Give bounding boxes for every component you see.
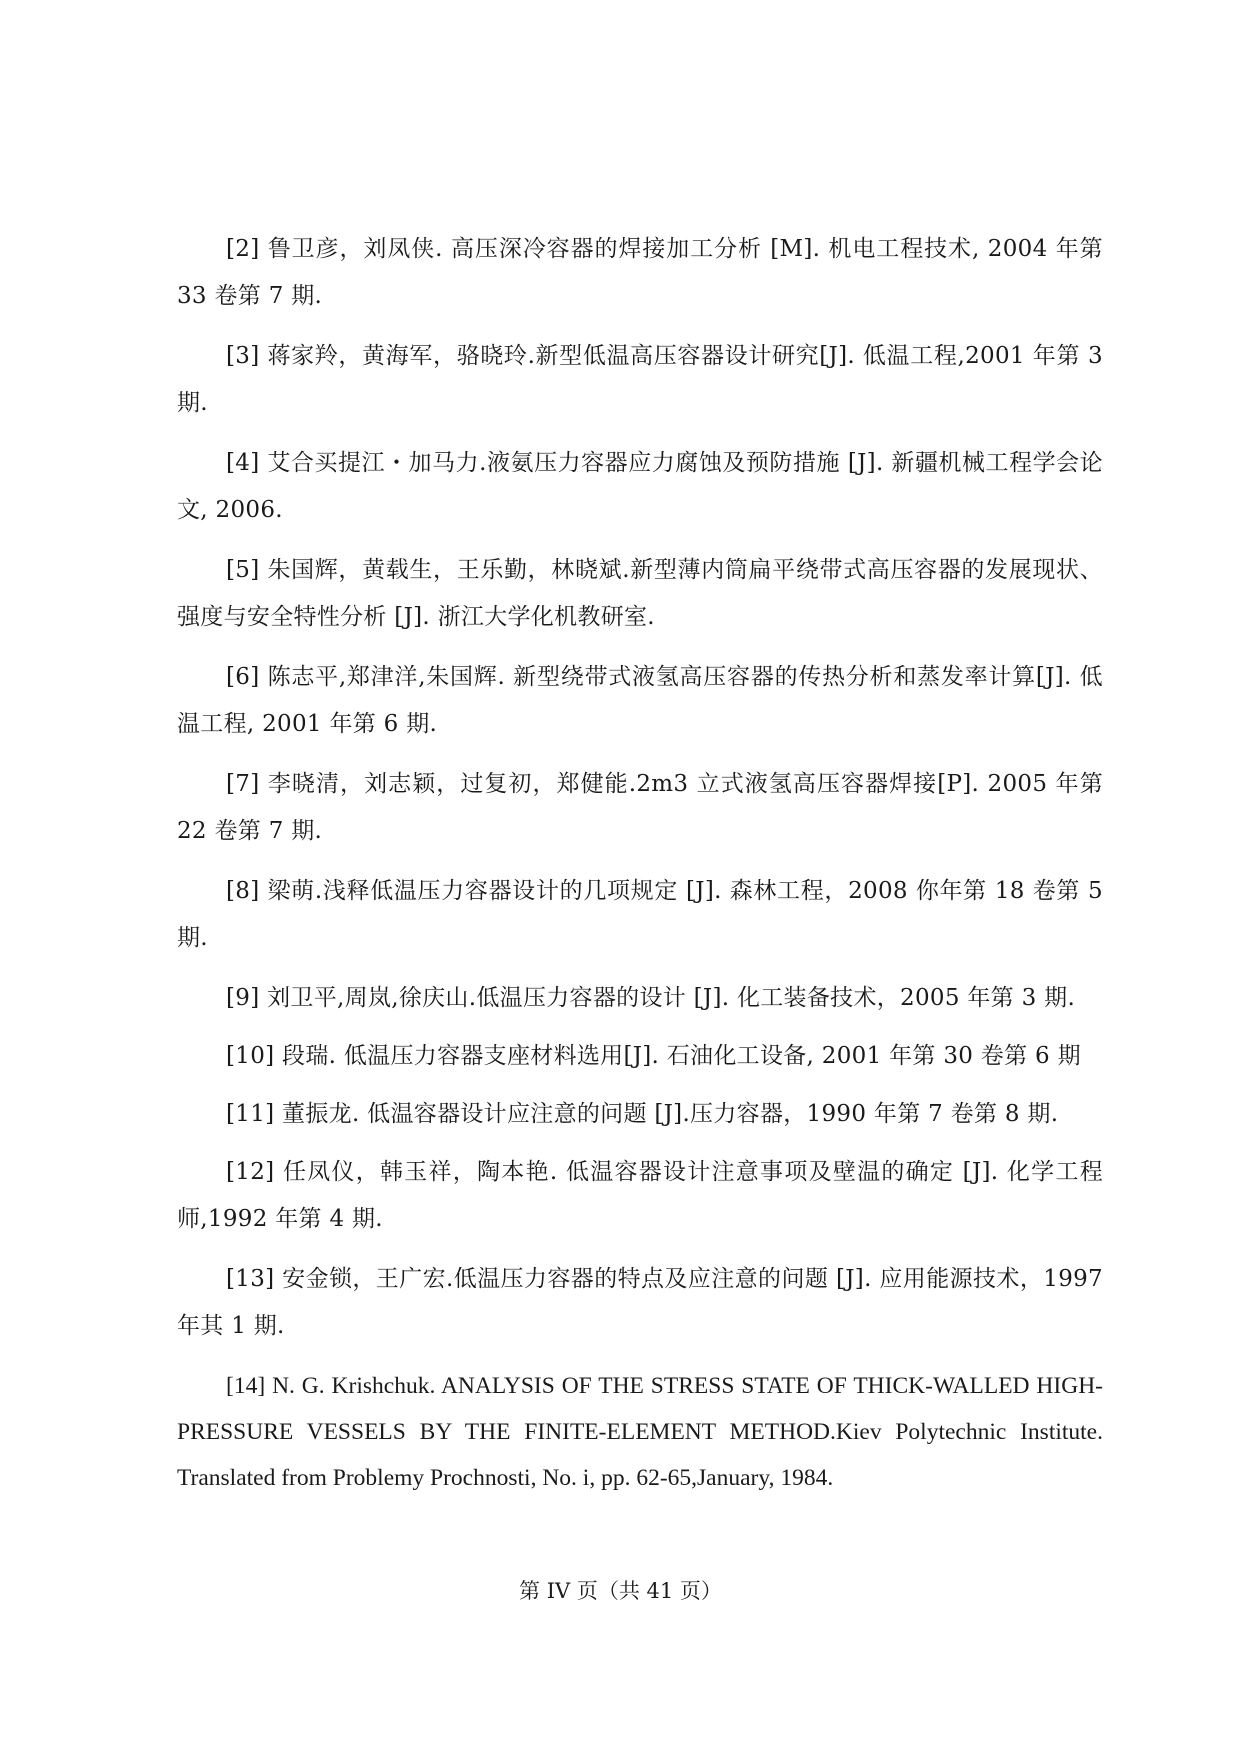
reference-number: [7] (226, 771, 260, 797)
reference-item (177, 1033, 1103, 1080)
reference-text: 艾合买提江・加马力.液氨压力容器应力腐蚀及预防措施 [J]. 新疆机械工程学会论文, 2006. (177, 450, 1103, 523)
reference-item (177, 440, 1103, 534)
reference-number: [5] (226, 557, 260, 583)
reference-item (177, 547, 1103, 641)
reference-item (177, 1091, 1103, 1138)
reference-number: [14] (226, 1373, 266, 1399)
reference-item (177, 1149, 1103, 1243)
reference-item (177, 1363, 1103, 1501)
reference-item (177, 226, 1103, 320)
reference-text: 梁萌.浅释低温压力容器设计的几项规定 [J]. 森林工程，2008 你年第 18 卷第 5 期. (177, 878, 1103, 951)
reference-list (177, 226, 1103, 1514)
reference-text: 陈志平,郑津洋,朱国辉. 新型绕带式液氢高压容器的传热分析和蒸发率计算[J]. 低温工程, 2001 年第 6 期. (177, 664, 1103, 737)
reference-text: 段瑞. 低温压力容器支座材料选用[J]. 石油化工设备, 2001 年第 30 卷第 6 期 (282, 1043, 1081, 1069)
reference-item (177, 975, 1103, 1022)
reference-number: [13] (226, 1266, 275, 1292)
reference-text: 董振龙. 低温容器设计应注意的问题 [J].压力容器，1990 年第 7 卷第 8 期. (282, 1101, 1059, 1127)
reference-text: 安金锁，王广宏.低温压力容器的特点及应注意的问题 [J]. 应用能源技术，1997 年其 1 期. (177, 1266, 1103, 1339)
reference-item (177, 333, 1103, 427)
reference-number: [10] (226, 1043, 275, 1069)
reference-number: [11] (226, 1101, 275, 1127)
reference-number: [6] (226, 664, 260, 690)
page-footer (0, 1576, 1241, 1606)
reference-text: 李晓清，刘志颖，过复初，郑健能.2m3 立式液氢高压容器焊接[P]. 2005 年第 22 卷第 7 期. (177, 771, 1103, 844)
reference-number: [12] (226, 1159, 275, 1185)
reference-text: 刘卫平,周岚,徐庆山.低温压力容器的设计 [J]. 化工装备技术，2005 年第 3 期. (267, 985, 1076, 1011)
reference-text: 蒋家羚，黄海军，骆晓玲.新型低温高压容器设计研究[J]. 低温工程,2001 年第 3 期. (177, 343, 1103, 416)
reference-text: N. G. Krishchuk. ANALYSIS OF THE STRESS STATE OF THICK-WALLED HIGH-PRESSURE VESSELS BY THE FINITE-ELEMENT METHOD.Kiev Polytechnic Institute. Translated from Problemy Prochnosti, No. i, pp. 62-65,January, 1984. (177, 1373, 1103, 1491)
reference-number: [2] (226, 236, 260, 262)
reference-number: [3] (226, 343, 260, 369)
reference-number: [8] (226, 878, 260, 904)
reference-item (177, 868, 1103, 962)
reference-item (177, 1256, 1103, 1350)
reference-item (177, 761, 1103, 855)
reference-text: 朱国辉，黄载生，王乐勤，林晓斌.新型薄内筒扁平绕带式高压容器的发展现状、强度与安全特性分析 [J]. 浙江大学化机教研室. (177, 557, 1103, 630)
reference-text: 鲁卫彦，刘凤侠. 高压深冷容器的焊接加工分析 [M]. 机电工程技术, 2004 年第 33 卷第 7 期. (177, 236, 1103, 309)
reference-text: 任凤仪，韩玉祥，陶本艳. 低温容器设计注意事项及壁温的确定 [J]. 化学工程师,1992 年第 4 期. (177, 1159, 1103, 1232)
reference-number: [9] (226, 985, 260, 1011)
reference-number: [4] (226, 450, 260, 476)
page-number-label: 第 IV 页（共 41 页） (519, 1579, 722, 1603)
reference-item (177, 654, 1103, 748)
